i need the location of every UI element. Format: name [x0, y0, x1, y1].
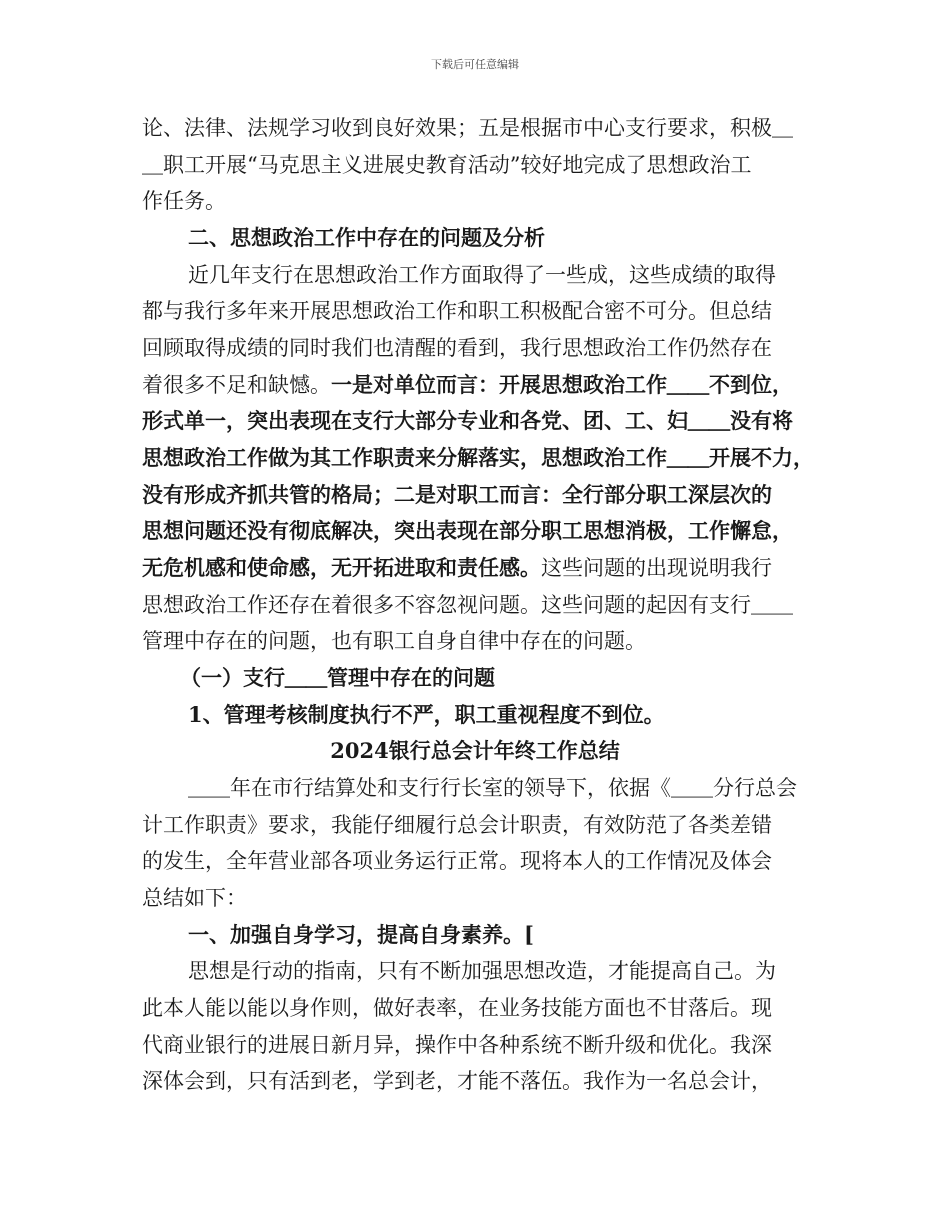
page-header-note: 下载后可任意编辑	[431, 58, 519, 71]
paragraph-line: 论、法律、法规学习收到良好效果；五是根据市中心支行要求，积极＿	[142, 116, 793, 140]
bold-line: 没有形成齐抓共管的格局；二是对职工而言：全行部分职工深层次的	[142, 482, 772, 507]
bold-text: 一是对单位而言：开展思想政治工作＿＿不到位，	[331, 372, 793, 397]
paragraph-line: 深体会到，只有活到老，学到老，才能不落伍。我作为一名总会计，	[142, 1069, 772, 1093]
paragraph-line	[142, 370, 793, 400]
document-title: 2024银行总会计年终工作总结	[330, 738, 620, 763]
section-heading: 二、思想政治工作中存在的问题及分析	[188, 225, 545, 250]
paragraph-line: 作任务。	[142, 189, 226, 213]
paragraph-line: 此本人能以能以身作则，做好表率，在业务技能方面也不甘落后。现	[142, 996, 772, 1020]
paragraph-line: 回顾取得成绩的同时我们也清醒的看到，我行思想政治工作仍然存在	[142, 336, 772, 360]
paragraph-line: 近几年支行在思想政治工作方面取得了一些成，这些成绩的取得	[188, 263, 776, 287]
paragraph-line: 计工作职责》要求，我能仔细履行总会计职责，有效防范了各类差错	[142, 813, 772, 837]
paragraph-line: 都与我行多年来开展思想政治工作和职工积极配合密不可分。但总结	[142, 299, 772, 323]
paragraph-line: 的发生，全年营业部各项业务运行正常。现将本人的工作情况及体会	[142, 849, 772, 873]
paragraph-line: 管理中存在的问题，也有职工自身自律中存在的问题。	[142, 629, 646, 653]
paragraph-line: ＿＿年在市行结算处和支行行长室的领导下，依据《＿＿分行总会	[188, 776, 797, 800]
paragraph-line: ＿职工开展“马克思主义进展史教育活动”较好地完成了思想政治工	[142, 153, 752, 177]
paragraph-line: 思想政治工作还存在着很多不容忽视问题。这些问题的起因有支行＿＿	[142, 593, 793, 617]
paragraph-line: 思想是行动的指南，只有不断加强思想改造，才能提高自己。为	[188, 959, 776, 983]
bold-text: 无危机感和使命感，无开拓进取和责任感。	[142, 555, 541, 580]
paragraph-text: 着很多不足和缺憾。	[142, 373, 331, 397]
paragraph-text: 这些问题的出现说明我行	[541, 556, 772, 580]
section-heading: 一、加强自身学习，提高自身素养。[	[188, 922, 534, 947]
bold-line: 思想问题还没有彻底解决，突出表现在部分职工思想消极，工作懈怠，	[142, 518, 793, 543]
bold-line: 形式单一，突出表现在支行大部分专业和各党、团、工、妇＿＿没有将	[142, 408, 793, 433]
subsection-item: 1、管理考核制度执行不严，职工重视程度不到位。	[188, 702, 665, 727]
bold-line: 思想政治工作做为其工作职责来分解落实，思想政治工作＿＿开展不力，	[142, 445, 814, 470]
subsection-heading: （一）支行＿＿管理中存在的问题	[180, 665, 495, 690]
paragraph-line	[142, 553, 772, 583]
paragraph-line: 代商业银行的进展日新月异，操作中各种系统不断升级和优化。我深	[142, 1033, 772, 1057]
paragraph-line: 总结如下：	[142, 886, 247, 910]
